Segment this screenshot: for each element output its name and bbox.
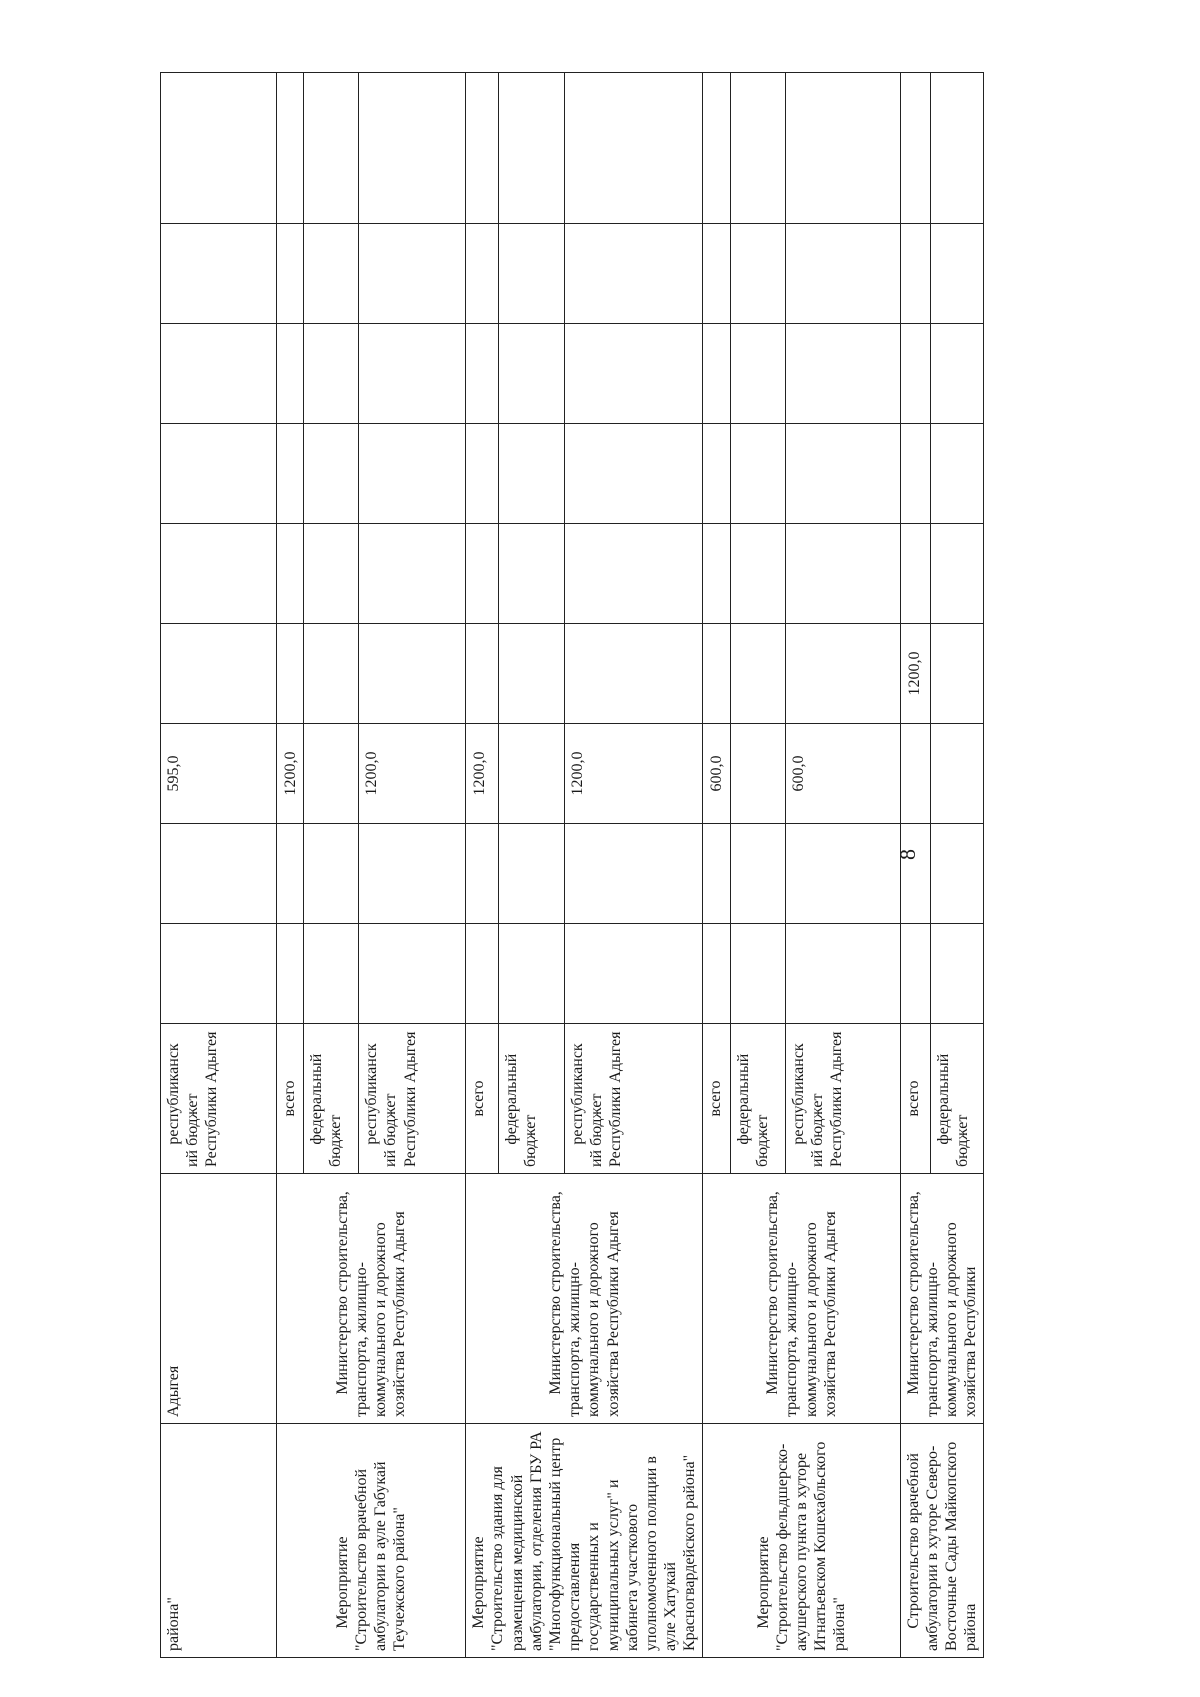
empty-cell <box>703 324 730 424</box>
empty-cell <box>466 224 499 324</box>
empty-cell <box>498 924 564 1024</box>
empty-cell <box>565 424 703 524</box>
funding-source-cell: республиканск ий бюджет Республики Адыгея <box>161 1024 277 1174</box>
funding-source-cell: федеральный бюджет <box>304 1024 359 1174</box>
empty-cell <box>466 324 499 424</box>
empty-cell <box>359 324 466 424</box>
empty-cell <box>703 424 730 524</box>
table-row <box>161 73 277 1658</box>
empty-cell <box>161 73 277 224</box>
empty-cell <box>930 524 984 624</box>
empty-cell <box>161 424 277 524</box>
empty-cell <box>277 73 304 224</box>
value-cell <box>730 724 785 824</box>
empty-cell <box>498 224 564 324</box>
empty-cell <box>304 224 359 324</box>
empty-cell <box>730 424 785 524</box>
empty-cell <box>730 624 785 724</box>
empty-cell <box>565 624 703 724</box>
measure-name-cell: Строительство врачебной амбулатории в хуторе Северо-Восточные Сады Майкопского района <box>900 1424 984 1658</box>
empty-cell <box>277 824 304 924</box>
empty-cell <box>466 624 499 724</box>
empty-cell <box>466 524 499 624</box>
empty-cell <box>565 824 703 924</box>
table-row <box>900 73 930 1658</box>
empty-cell <box>498 324 564 424</box>
empty-cell <box>277 324 304 424</box>
funding-source-cell: всего <box>703 1024 730 1174</box>
empty-cell <box>359 73 466 224</box>
funding-source-cell: республиканск ий бюджет Республики Адыгея <box>359 1024 466 1174</box>
empty-cell <box>277 924 304 1024</box>
empty-cell <box>466 73 499 224</box>
empty-cell <box>304 924 359 1024</box>
empty-cell <box>900 824 930 924</box>
empty-cell <box>785 73 900 224</box>
empty-cell <box>930 824 984 924</box>
empty-cell <box>161 324 277 424</box>
empty-cell <box>785 224 900 324</box>
measure-name-cell: Мероприятие "Строительство врачебной амбулатории в ауле Габукай Теучежского района" <box>277 1424 466 1658</box>
empty-cell <box>277 424 304 524</box>
empty-cell <box>730 524 785 624</box>
empty-cell <box>498 424 564 524</box>
empty-cell <box>359 624 466 724</box>
empty-cell <box>498 524 564 624</box>
measure-name-cell: Мероприятие "Строительство здания для размещения медицинской амбулатории, отделения ГБУ РА "Многофункциональный центр предоставления государственных и муниципальных услуг" и кабинета участкового уполномоченного полиции в ауле Хатукай Красногвардейского района" <box>466 1424 703 1658</box>
value-cell: 600,0 <box>703 724 730 824</box>
empty-cell <box>304 424 359 524</box>
empty-cell <box>498 624 564 724</box>
empty-cell <box>785 624 900 724</box>
funding-source-cell: республиканск ий бюджет Республики Адыгея <box>785 1024 900 1174</box>
empty-cell <box>900 524 930 624</box>
empty-cell <box>565 924 703 1024</box>
empty-cell <box>277 524 304 624</box>
value-cell <box>498 724 564 824</box>
table-row <box>277 73 304 1658</box>
table-row <box>703 73 730 1658</box>
empty-cell <box>359 924 466 1024</box>
empty-cell <box>304 824 359 924</box>
empty-cell <box>466 424 499 524</box>
value-cell: 1200,0 <box>359 724 466 824</box>
executor-cell: Министерство строительства, транспорта, жилищно-коммунального и дорожного хозяйства Республики <box>900 1174 984 1424</box>
value-cell <box>304 724 359 824</box>
empty-cell <box>930 424 984 524</box>
measure-name-cell: Мероприятие "Строительство фельдшерско-акушерского пункта в хуторе Игнатьевском Кошехабльского района" <box>703 1424 900 1658</box>
empty-cell <box>730 73 785 224</box>
value-cell: 1200,0 <box>900 624 930 724</box>
value-cell: 1200,0 <box>466 724 499 824</box>
budget-table <box>160 72 984 1658</box>
empty-cell <box>565 224 703 324</box>
empty-cell <box>161 624 277 724</box>
empty-cell <box>900 73 930 224</box>
empty-cell <box>304 324 359 424</box>
empty-cell <box>565 324 703 424</box>
value-cell: 595,0 <box>161 724 277 824</box>
empty-cell <box>785 924 900 1024</box>
empty-cell <box>161 824 277 924</box>
empty-cell <box>900 224 930 324</box>
value-cell: 1200,0 <box>565 724 703 824</box>
executor-cell: Министерство строительства, транспорта, жилищно-коммунального и дорожного хозяйства Республики Адыгея <box>466 1174 703 1424</box>
empty-cell <box>730 224 785 324</box>
empty-cell <box>703 524 730 624</box>
executor-cell: Министерство строительства, транспорта, жилищно-коммунального и дорожного хозяйства Республики Адыгея <box>277 1174 466 1424</box>
empty-cell <box>359 524 466 624</box>
empty-cell <box>359 424 466 524</box>
funding-source-cell: республиканск ий бюджет Республики Адыгея <box>565 1024 703 1174</box>
funding-source-cell: федеральный бюджет <box>930 1024 984 1174</box>
empty-cell <box>900 924 930 1024</box>
empty-cell <box>930 924 984 1024</box>
empty-cell <box>498 73 564 224</box>
empty-cell <box>304 624 359 724</box>
empty-cell <box>703 73 730 224</box>
empty-cell <box>565 73 703 224</box>
empty-cell <box>161 224 277 324</box>
page-number: 8 <box>895 849 920 860</box>
funding-source-cell: всего <box>277 1024 304 1174</box>
empty-cell <box>785 324 900 424</box>
empty-cell <box>466 924 499 1024</box>
empty-cell <box>730 824 785 924</box>
empty-cell <box>703 824 730 924</box>
funding-source-cell: федеральный бюджет <box>498 1024 564 1174</box>
empty-cell <box>785 824 900 924</box>
funding-source-cell: всего <box>466 1024 499 1174</box>
empty-cell <box>466 824 499 924</box>
value-cell <box>930 624 984 724</box>
empty-cell <box>161 524 277 624</box>
empty-cell <box>930 724 984 824</box>
executor-cell: Адыгея <box>161 1174 277 1424</box>
empty-cell <box>930 224 984 324</box>
funding-source-cell: федеральный бюджет <box>730 1024 785 1174</box>
measure-name-cell: района" <box>161 1424 277 1658</box>
value-cell: 600,0 <box>785 724 900 824</box>
empty-cell <box>900 324 930 424</box>
empty-cell <box>900 424 930 524</box>
empty-cell <box>930 324 984 424</box>
empty-cell <box>930 73 984 224</box>
table-row <box>466 73 499 1658</box>
empty-cell <box>730 924 785 1024</box>
funding-source-cell: всего <box>900 1024 930 1174</box>
empty-cell <box>498 824 564 924</box>
empty-cell <box>277 624 304 724</box>
empty-cell <box>703 624 730 724</box>
empty-cell <box>730 324 785 424</box>
empty-cell <box>703 224 730 324</box>
empty-cell <box>359 224 466 324</box>
budget-table-sheet <box>160 73 980 1658</box>
empty-cell <box>277 224 304 324</box>
empty-cell <box>900 724 930 824</box>
empty-cell <box>785 424 900 524</box>
empty-cell <box>359 824 466 924</box>
empty-cell <box>565 524 703 624</box>
empty-cell <box>304 524 359 624</box>
empty-cell <box>785 524 900 624</box>
value-cell: 1200,0 <box>277 724 304 824</box>
empty-cell <box>161 924 277 1024</box>
empty-cell <box>703 924 730 1024</box>
empty-cell <box>304 73 359 224</box>
executor-cell: Министерство строительства, транспорта, жилищно-коммунального и дорожного хозяйства Республики Адыгея <box>703 1174 900 1424</box>
